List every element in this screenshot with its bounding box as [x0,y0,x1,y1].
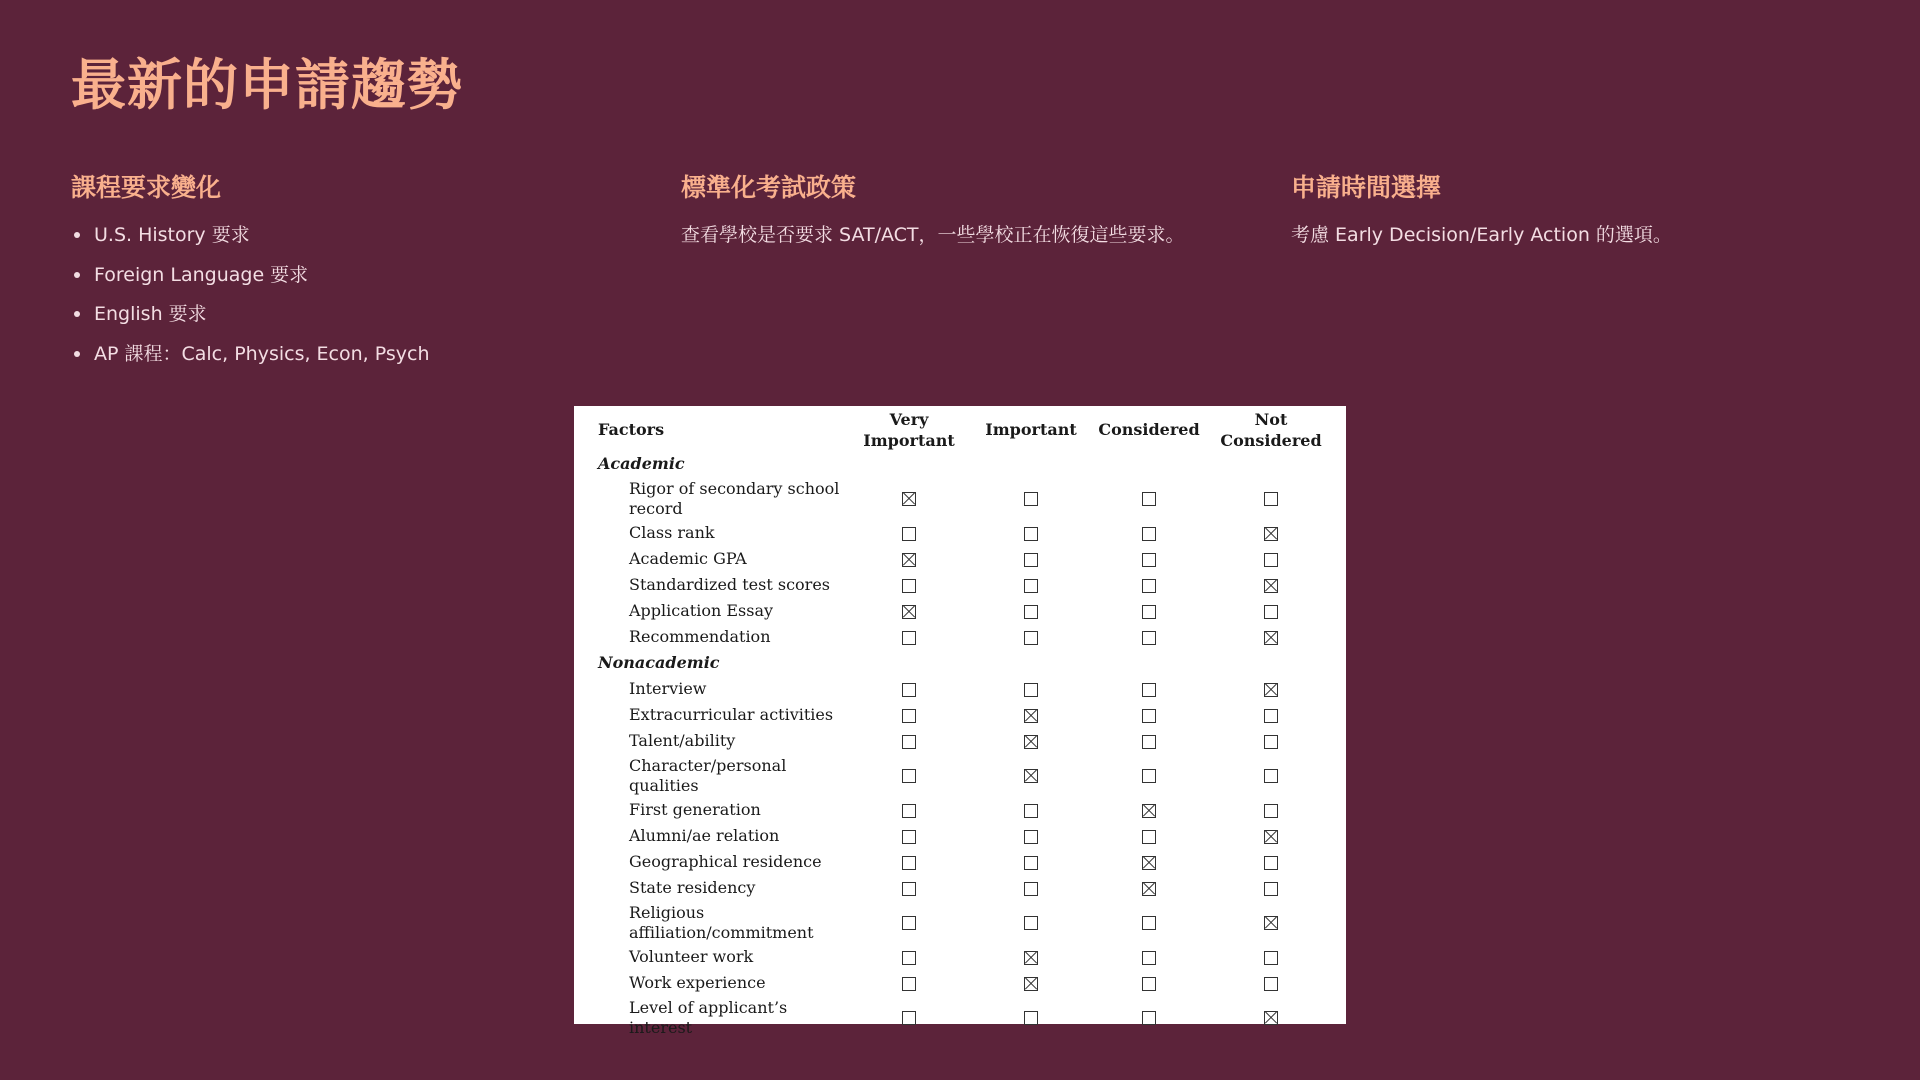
checked-box-icon [902,605,916,619]
factor-name: Interview [629,679,707,698]
empty-box-icon [1142,683,1156,697]
checked-box-icon [1142,882,1156,896]
checked-box-icon [1024,709,1038,723]
important-column-header: Important [985,420,1077,439]
table-row [590,546,1336,572]
factor-name: Recommendation [629,627,771,646]
rating-cell [970,754,1092,797]
application-timing-text: 考慮 Early Decision/Early Action 的選項。 [1291,224,1672,246]
course-requirements-section [71,170,631,378]
empty-box-icon [1142,709,1156,723]
rating-cell [970,797,1092,823]
factor-name: Geographical residence [629,852,822,871]
rating-cell [848,702,970,728]
rating-cell [970,901,1092,944]
empty-box-icon [1142,492,1156,506]
rating-cell [1092,702,1206,728]
empty-box-icon [1024,1011,1038,1025]
factor-name: Rigor of secondary school record [629,478,840,518]
empty-box-icon [902,856,916,870]
rating-cell [1206,477,1336,520]
rating-cell [1206,702,1336,728]
rating-cell [1092,572,1206,598]
factor-name: Talent/ability [629,731,736,750]
empty-box-icon [1142,951,1156,965]
rating-cell [970,477,1092,520]
empty-box-icon [1264,804,1278,818]
not-considered-column-header: Not Considered [1220,409,1322,450]
rating-cell [1092,970,1206,996]
table-row [590,944,1336,970]
rating-cell [848,875,970,901]
empty-box-icon [1142,631,1156,645]
rating-cell [1206,901,1336,944]
factor-name: State residency [629,878,756,897]
empty-box-icon [902,735,916,749]
rating-cell [1092,546,1206,572]
empty-box-icon [1024,605,1038,619]
section-label: Academic [598,454,685,473]
bullet-dot-icon [74,232,80,238]
rating-cell [1206,849,1336,875]
rating-cell [1206,728,1336,754]
empty-box-icon [1264,882,1278,896]
rating-cell [848,546,970,572]
rating-cell [1092,901,1206,944]
bullet-dot-icon [74,272,80,278]
table-row [590,572,1336,598]
checked-box-icon [1264,579,1278,593]
application-timing-heading: 申請時間選擇 [1291,173,1442,202]
empty-box-icon [1264,492,1278,506]
rating-cell [848,624,970,650]
factor-name: Character/personal qualities [629,755,787,795]
rating-cell [970,598,1092,624]
section-label: Nonacademic [598,653,720,672]
rating-cell [1206,875,1336,901]
empty-box-icon [1142,769,1156,783]
empty-box-icon [1024,882,1038,896]
checked-box-icon [1024,769,1038,783]
factor-name: Alumni/ae relation [629,826,780,845]
rating-cell [848,849,970,875]
rating-cell [970,520,1092,546]
table-row [590,624,1336,650]
rating-cell [848,970,970,996]
application-timing-section [1291,170,1851,250]
empty-box-icon [1264,769,1278,783]
checked-box-icon [1024,951,1038,965]
rating-cell [1092,624,1206,650]
factor-name: Standardized test scores [629,575,831,594]
empty-box-icon [1142,830,1156,844]
list-item-text: U.S. History 要求 [94,224,250,246]
rating-cell [848,598,970,624]
table-row [590,849,1336,875]
rating-cell [970,676,1092,702]
rating-cell [848,797,970,823]
empty-box-icon [902,709,916,723]
empty-box-icon [1264,977,1278,991]
checked-box-icon [1264,916,1278,930]
table-row [590,996,1336,1039]
rating-cell [1206,754,1336,797]
list-item [71,299,631,329]
rating-cell [1206,797,1336,823]
table-row [590,520,1336,546]
empty-box-icon [1142,553,1156,567]
rating-cell [970,849,1092,875]
table-row [590,797,1336,823]
checked-box-icon [1264,830,1278,844]
checked-box-icon [1024,735,1038,749]
rating-cell [970,546,1092,572]
checked-box-icon [1264,1011,1278,1025]
rating-cell [848,728,970,754]
test-policy-section [681,170,1241,250]
table-header-row [590,408,1336,451]
rating-cell [1092,996,1206,1039]
rating-cell [848,477,970,520]
rating-cell [970,944,1092,970]
empty-box-icon [902,977,916,991]
rating-cell [970,823,1092,849]
empty-box-icon [1264,709,1278,723]
empty-box-icon [1024,492,1038,506]
empty-box-icon [1142,977,1156,991]
rating-cell [1206,996,1336,1039]
factors-column-header: Factors [598,420,665,439]
empty-box-icon [902,683,916,697]
bullet-dot-icon [74,311,80,317]
course-requirements-heading: 課程要求變化 [71,173,222,202]
empty-box-icon [1142,735,1156,749]
empty-box-icon [1024,527,1038,541]
admission-factors-image [574,406,1346,1037]
rating-cell [970,624,1092,650]
empty-box-icon [1264,553,1278,567]
empty-box-icon [902,769,916,783]
factor-table-body [590,451,1336,1039]
checked-box-icon [1264,527,1278,541]
list-item [71,220,631,250]
empty-box-icon [902,882,916,896]
checked-box-icon [1142,804,1156,818]
rating-cell [1206,823,1336,849]
rating-cell [1092,797,1206,823]
checked-box-icon [1264,631,1278,645]
course-requirements-list [71,220,631,369]
factor-name: Extracurricular activities [629,705,834,724]
empty-box-icon [902,804,916,818]
table-row [590,676,1336,702]
table-row [590,875,1336,901]
empty-box-icon [902,830,916,844]
empty-box-icon [1024,804,1038,818]
table-row [590,728,1336,754]
empty-box-icon [1142,916,1156,930]
rating-cell [1206,676,1336,702]
rating-cell [970,728,1092,754]
rating-cell [1206,970,1336,996]
rating-cell [848,520,970,546]
rating-cell [1092,728,1206,754]
bullet-dot-icon [74,351,80,357]
empty-box-icon [1142,527,1156,541]
factor-name: Work experience [629,973,766,992]
checked-box-icon [902,492,916,506]
test-policy-heading: 標準化考試政策 [681,173,857,202]
rating-cell [848,754,970,797]
empty-box-icon [1024,830,1038,844]
slide-title: 最新的申請趨勢 [71,53,464,117]
checked-box-icon [1264,683,1278,697]
table-row [590,901,1336,944]
factor-name: Academic GPA [629,549,747,568]
empty-box-icon [1142,579,1156,593]
list-item [71,260,631,290]
table-row [590,598,1336,624]
list-item [71,339,631,369]
very-important-column-header: Very Important [863,409,955,450]
rating-cell [1092,875,1206,901]
rating-cell [1092,520,1206,546]
rating-cell [970,996,1092,1039]
rating-cell [1206,572,1336,598]
list-item-text: English 要求 [94,303,207,325]
empty-box-icon [1264,605,1278,619]
empty-box-icon [1024,631,1038,645]
rating-cell [970,875,1092,901]
empty-box-icon [1264,951,1278,965]
rating-cell [1092,754,1206,797]
table-row [590,823,1336,849]
rating-cell [1206,598,1336,624]
test-policy-text: 查看學校是否要求 SAT/ACT，一些學校正在恢復這些要求。 [681,224,1185,246]
rating-cell [1092,849,1206,875]
table-row [590,477,1336,520]
checked-box-icon [1024,977,1038,991]
empty-box-icon [1142,605,1156,619]
rating-cell [970,970,1092,996]
considered-column-header: Considered [1098,420,1200,439]
factor-name: Religious affiliation/commitment [629,902,814,942]
empty-box-icon [902,1011,916,1025]
empty-box-icon [902,916,916,930]
factor-name: Volunteer work [629,947,754,966]
factor-name: First generation [629,800,761,819]
empty-box-icon [1264,735,1278,749]
list-item-text: AP 課程：Calc, Physics, Econ, Psych [94,342,430,365]
rating-cell [848,996,970,1039]
factor-name: Class rank [629,523,715,542]
checked-box-icon [902,553,916,567]
empty-box-icon [902,579,916,593]
empty-box-icon [1142,1011,1156,1025]
empty-box-icon [1024,553,1038,567]
rating-cell [1206,624,1336,650]
admission-factors-table [590,408,1336,1039]
rating-cell [848,944,970,970]
list-item-text: Foreign Language 要求 [94,263,309,286]
rating-cell [1206,944,1336,970]
rating-cell [1206,546,1336,572]
empty-box-icon [1264,856,1278,870]
table-row [590,702,1336,728]
empty-box-icon [902,951,916,965]
checked-box-icon [1142,856,1156,870]
empty-box-icon [1024,579,1038,593]
rating-cell [848,572,970,598]
rating-cell [1092,944,1206,970]
empty-box-icon [902,631,916,645]
rating-cell [1092,598,1206,624]
rating-cell [848,823,970,849]
table-row [590,754,1336,797]
table-section-row [590,451,1336,477]
rating-cell [848,901,970,944]
rating-cell [1092,823,1206,849]
factor-name: Application Essay [629,601,774,620]
rating-cell [970,702,1092,728]
table-row [590,970,1336,996]
table-section-row [590,650,1336,676]
rating-cell [1206,520,1336,546]
rating-cell [848,676,970,702]
rating-cell [970,572,1092,598]
empty-box-icon [1024,683,1038,697]
empty-box-icon [1024,856,1038,870]
factor-name: Level of applicant’s interest [629,997,788,1037]
rating-cell [1092,477,1206,520]
empty-box-icon [902,527,916,541]
rating-cell [1092,676,1206,702]
empty-box-icon [1024,916,1038,930]
